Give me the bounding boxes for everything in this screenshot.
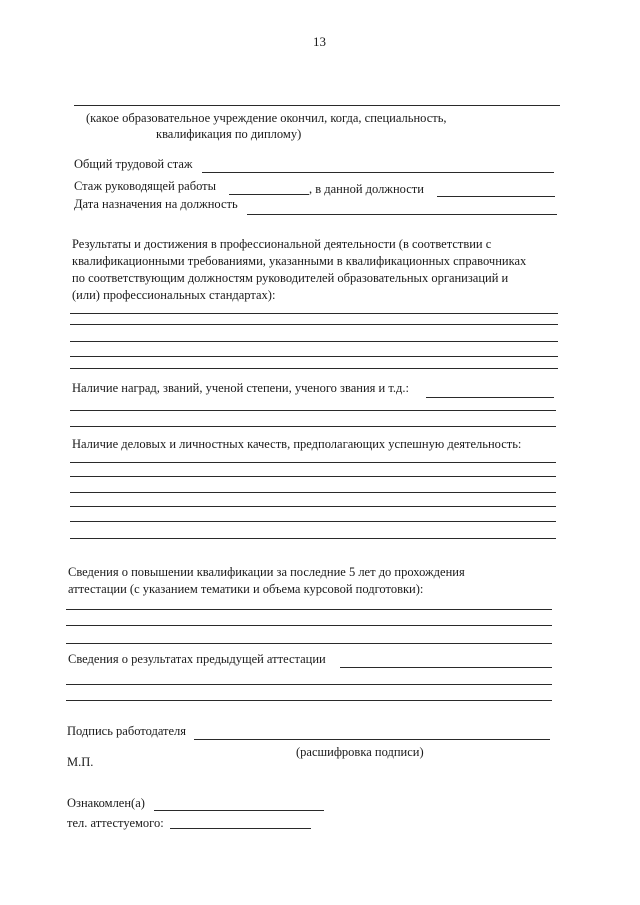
signature-caption: (расшифровка подписи): [296, 745, 424, 759]
qualities-answer-line[interactable]: [70, 521, 556, 522]
current-position-field[interactable]: [437, 196, 555, 197]
education-field-line[interactable]: [74, 105, 560, 106]
page-number: 13: [313, 34, 326, 49]
awards-answer-line[interactable]: [70, 410, 556, 411]
previous-attestation-label: Сведения о результатах предыдущей аттестации: [68, 652, 326, 666]
qualities-answer-line[interactable]: [70, 476, 556, 477]
phone-label: тел. аттестуемого:: [67, 816, 164, 830]
training-answer-line[interactable]: [66, 625, 552, 626]
current-position-label: , в данной должности: [309, 182, 424, 196]
results-answer-line[interactable]: [70, 324, 558, 325]
results-answer-line[interactable]: [70, 356, 558, 357]
previous-attestation-answer-line[interactable]: [66, 700, 552, 701]
total-experience-field[interactable]: [202, 172, 554, 173]
qualities-answer-line[interactable]: [70, 492, 556, 493]
management-experience-field[interactable]: [229, 194, 309, 195]
appointment-date-field[interactable]: [247, 214, 557, 215]
phone-field[interactable]: [170, 828, 311, 829]
previous-attestation-field[interactable]: [340, 667, 552, 668]
employer-signature-field[interactable]: [194, 739, 550, 740]
management-experience-label: Стаж руководящей работы: [74, 179, 217, 193]
total-experience-label: Общий трудовой стаж: [74, 157, 193, 171]
training-answer-line[interactable]: [66, 643, 552, 644]
results-text-line4: (или) профессиональных стандартах):: [72, 288, 276, 302]
stamp-label: М.П.: [67, 755, 94, 769]
training-text-line1: Сведения о повышении квалификации за последние 5 лет до прохождения: [68, 565, 465, 579]
employer-signature-label: Подпись работодателя: [67, 724, 187, 738]
qualities-answer-line[interactable]: [70, 462, 556, 463]
results-text-line3: по соответствующим должностям руководителей образовательных организаций и: [72, 271, 509, 285]
previous-attestation-answer-line[interactable]: [66, 684, 552, 685]
qualities-answer-line[interactable]: [70, 506, 556, 507]
qualities-answer-line[interactable]: [70, 538, 556, 539]
education-caption-line1: (какое образовательное учреждение окончил, когда, специальность,: [86, 111, 447, 125]
results-answer-line[interactable]: [70, 368, 558, 369]
awards-label: Наличие наград, званий, ученой степени, ученого звания и т.д.:: [72, 381, 409, 395]
results-text-line2: квалификационными требованиями, указанными в квалификационных справочниках: [72, 254, 527, 268]
training-text-line2: аттестации (с указанием тематики и объема курсовой подготовки):: [68, 582, 424, 596]
results-answer-line[interactable]: [70, 313, 558, 314]
results-text-line1: Результаты и достижения в профессиональной деятельности (в соответствии с: [72, 237, 492, 251]
qualities-label: Наличие деловых и личностных качеств, предполагающих успешную деятельность:: [72, 437, 522, 451]
awards-answer-line[interactable]: [70, 426, 556, 427]
appointment-date-label: Дата назначения на должность: [74, 197, 238, 211]
results-answer-line[interactable]: [70, 341, 558, 342]
education-caption-line2: квалификация по диплому): [156, 127, 302, 141]
acknowledged-field[interactable]: [154, 810, 324, 811]
training-answer-line[interactable]: [66, 609, 552, 610]
awards-field[interactable]: [426, 397, 554, 398]
acknowledged-label: Ознакомлен(а): [67, 796, 145, 810]
